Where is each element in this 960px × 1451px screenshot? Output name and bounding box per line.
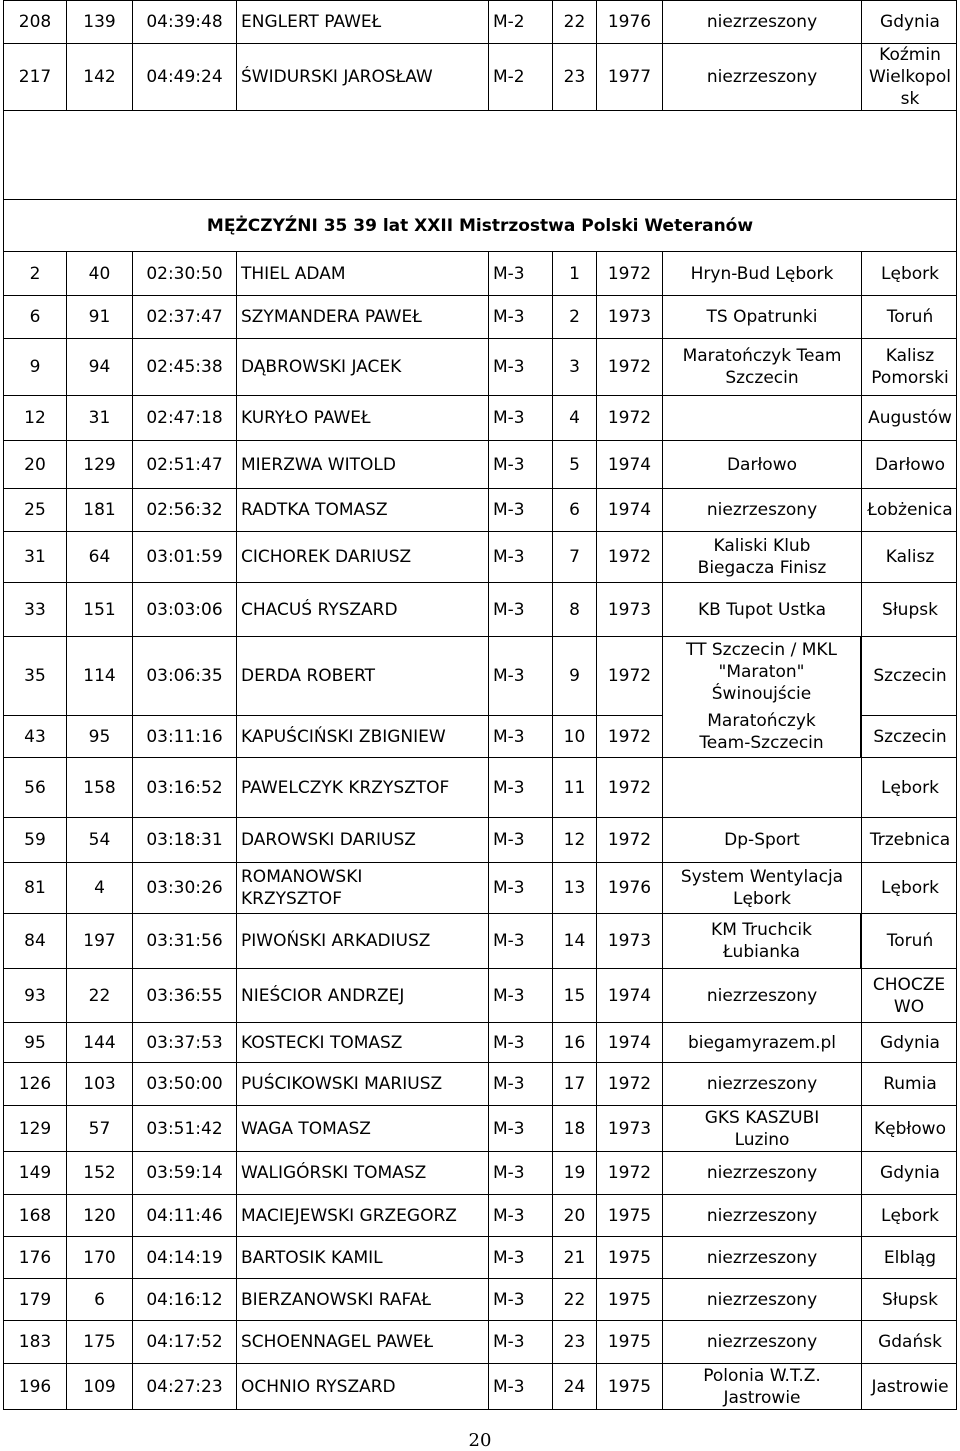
cell-city: Koźmin Wielkopol sk <box>869 45 951 109</box>
cell-cat-place: 11 <box>553 758 597 817</box>
cell-name: RADTKA TOMASZ <box>237 489 489 531</box>
cell-cat-place: 24 <box>553 1364 597 1409</box>
cell-bib: 22 <box>67 969 133 1022</box>
cell-bib: 4 <box>67 863 133 913</box>
cell-category: M-3 <box>489 532 553 582</box>
cell-category: M-3 <box>489 583 553 636</box>
cell-place: 168 <box>4 1195 67 1236</box>
cell-time: 04:14:19 <box>133 1237 237 1278</box>
cell-category: M-3 <box>489 339 553 395</box>
cell-time: 04:49:24 <box>133 44 237 110</box>
cell-bib: 170 <box>67 1237 133 1278</box>
cell-cat-place: 9 <box>553 637 597 715</box>
cell-time: 04:16:12 <box>133 1279 237 1320</box>
cell-place: 95 <box>4 1023 67 1062</box>
cell-year: 1974 <box>597 969 663 1022</box>
cell-year: 1972 <box>597 758 663 817</box>
cell-place: 6 <box>4 296 67 338</box>
cell-name: MACIEJEWSKI GRZEGORZ <box>237 1195 489 1236</box>
cell-year: 1972 <box>597 1152 663 1194</box>
cell-place: 12 <box>4 396 67 440</box>
cell-place: 31 <box>4 532 67 582</box>
cell-club: Dp-Sport <box>663 818 862 862</box>
cell-bib: 129 <box>67 441 133 488</box>
cell-category: M-3 <box>489 1364 553 1409</box>
cell-name: KAPUŚCIŃSKI ZBIGNIEW <box>237 716 489 757</box>
cell-club: niezrzeszony <box>663 1063 862 1105</box>
cell-city: Lębork <box>881 263 939 284</box>
cell-city: Gdynia <box>880 1032 940 1053</box>
cell-category: M-3 <box>489 637 553 715</box>
table-row <box>3 1279 957 1321</box>
cell-time: 03:03:06 <box>133 583 237 636</box>
table-row <box>3 758 957 818</box>
cell-cat-place: 22 <box>553 1 597 43</box>
cell-time: 03:31:56 <box>133 914 237 968</box>
cell-name: DĄBROWSKI JACEK <box>237 339 489 395</box>
cell-club: niezrzeszony <box>663 969 862 1022</box>
cell-cat-place: 18 <box>553 1106 597 1151</box>
cell-cat-place: 15 <box>553 969 597 1022</box>
cell-year: 1972 <box>597 396 663 440</box>
cell-cat-place: 16 <box>553 1023 597 1062</box>
cell-bib: 144 <box>67 1023 133 1062</box>
table-row <box>3 532 957 583</box>
cell-city: Kalisz Pomorski <box>871 346 949 388</box>
cell-category: M-3 <box>489 969 553 1022</box>
cell-time: 03:06:35 <box>133 637 237 715</box>
cell-cat-place: 8 <box>553 583 597 636</box>
cell-club: niezrzeszony <box>663 1321 862 1363</box>
table-row <box>3 969 957 1023</box>
cell-time: 04:11:46 <box>133 1195 237 1236</box>
cell-year: 1972 <box>597 637 663 715</box>
cell-bib: 94 <box>67 339 133 395</box>
cell-name: PUŚCIKOWSKI MARIUSZ <box>237 1063 489 1105</box>
cell-cat-place: 5 <box>553 441 597 488</box>
cell-name: SCHOENNAGEL PAWEŁ <box>237 1321 489 1363</box>
cell-place: 217 <box>4 44 67 110</box>
cell-time: 03:59:14 <box>133 1152 237 1194</box>
cell-category: M-3 <box>489 914 553 968</box>
cell-year: 1974 <box>597 441 663 488</box>
cell-name: CHACUŚ RYSZARD <box>237 583 489 636</box>
cell-name: MIERZWA WITOLD <box>237 441 489 488</box>
cell-category: M-3 <box>489 252 553 295</box>
cell-year: 1977 <box>597 44 663 110</box>
cell-city: Kalisz <box>885 547 935 567</box>
cell-cat-place: 20 <box>553 1195 597 1236</box>
cell-city: Gdańsk <box>878 1332 942 1352</box>
cell-cat-place: 12 <box>553 818 597 862</box>
cell-place: 183 <box>4 1321 67 1363</box>
cell-bib: 31 <box>67 396 133 440</box>
cell-place: 126 <box>4 1063 67 1105</box>
cell-name: DERDA ROBERT <box>237 637 489 715</box>
table-row <box>3 339 957 396</box>
cell-city: Łobżenica <box>867 500 953 520</box>
cell-year: 1975 <box>597 1279 663 1320</box>
cell-year: 1973 <box>597 583 663 636</box>
cell-club: KB Tupot Ustka <box>663 583 862 636</box>
cell-city: Lębork <box>881 777 939 798</box>
cell-place: 149 <box>4 1152 67 1194</box>
table-row <box>3 0 957 44</box>
cell-category: M-3 <box>489 1237 553 1278</box>
cell-club: niezrzeszony <box>663 44 862 110</box>
cell-time: 02:45:38 <box>133 339 237 395</box>
cell-cat-place: 6 <box>553 489 597 531</box>
table-row <box>3 583 957 637</box>
cell-place: 33 <box>4 583 67 636</box>
cell-category: M-3 <box>489 489 553 531</box>
cell-name: ŚWIDURSKI JAROSŁAW <box>237 44 489 110</box>
cell-city: Słupsk <box>882 1289 938 1310</box>
cell-category: M-3 <box>489 1106 553 1151</box>
merged-cell-club: Maratończyk Team-Szczecin <box>662 706 861 758</box>
cell-time: 03:11:16 <box>133 716 237 757</box>
cell-year: 1972 <box>597 339 663 395</box>
merged-cell-club: KM Truchcik Łubianka <box>662 914 861 969</box>
cell-name: DAROWSKI DARIUSZ <box>237 818 489 862</box>
cell-bib: 109 <box>67 1364 133 1409</box>
cell-name: BARTOSIK KAMIL <box>237 1237 489 1278</box>
cell-category: M-3 <box>489 1023 553 1062</box>
cell-year: 1973 <box>597 1106 663 1151</box>
cell-bib: 91 <box>67 296 133 338</box>
cell-time: 03:16:52 <box>133 758 237 817</box>
cell-place: 35 <box>4 637 67 715</box>
cell-year: 1972 <box>597 716 663 757</box>
cell-city: Szczecin <box>873 726 947 747</box>
cell-club: Kaliski Klub Biegacza Finisz <box>663 532 862 582</box>
cell-cat-place: 2 <box>553 296 597 338</box>
cell-club: niezrzeszony <box>663 489 862 531</box>
cell-cat-place: 10 <box>553 716 597 757</box>
cell-bib: 175 <box>67 1321 133 1363</box>
cell-year: 1974 <box>597 1023 663 1062</box>
cell-name: WAGA TOMASZ <box>237 1106 489 1151</box>
cell-name: WALIGÓRSKI TOMASZ <box>237 1152 489 1194</box>
cell-time: 03:51:42 <box>133 1106 237 1151</box>
cell-bib: 151 <box>67 583 133 636</box>
cell-club: niezrzeszony <box>663 1152 862 1194</box>
cell-bib: 197 <box>67 914 133 968</box>
cell-place: 179 <box>4 1279 67 1320</box>
cell-category: M-2 <box>489 44 553 110</box>
cell-time: 04:27:23 <box>133 1364 237 1409</box>
cell-city: Darłowo <box>874 454 946 475</box>
cell-bib: 40 <box>67 252 133 295</box>
cell-bib: 139 <box>67 1 133 43</box>
cell-club: biegamyrazem.pl <box>663 1023 862 1062</box>
table-row <box>3 296 957 339</box>
cell-time: 03:30:26 <box>133 863 237 913</box>
cell-place: 176 <box>4 1237 67 1278</box>
table-row <box>3 252 957 296</box>
cell-club: niezrzeszony <box>663 1279 862 1320</box>
cell-time: 02:47:18 <box>133 396 237 440</box>
cell-year: 1973 <box>597 914 663 968</box>
cell-time: 04:39:48 <box>133 1 237 43</box>
cell-name: OCHNIO RYSZARD <box>237 1364 489 1409</box>
table-row <box>3 44 957 111</box>
table-row <box>3 1106 957 1152</box>
table-row <box>3 818 957 863</box>
cell-place: 9 <box>4 339 67 395</box>
cell-time: 03:50:00 <box>133 1063 237 1105</box>
cell-name: NIEŚCIOR ANDRZEJ <box>237 969 489 1022</box>
cell-cat-place: 19 <box>553 1152 597 1194</box>
cell-club: Darłowo <box>663 441 862 488</box>
table-row <box>3 1237 957 1279</box>
cell-place: 2 <box>4 252 67 295</box>
cell-year: 1972 <box>597 818 663 862</box>
cell-place: 59 <box>4 818 67 862</box>
cell-cat-place: 17 <box>553 1063 597 1105</box>
cell-category: M-3 <box>489 1195 553 1236</box>
cell-bib: 142 <box>67 44 133 110</box>
cell-name: KOSTECKI TOMASZ <box>237 1023 489 1062</box>
cell-name: SZYMANDERA PAWEŁ <box>237 296 489 338</box>
merged-cell-city: CHOCZE WO <box>861 969 957 1023</box>
cell-city: Elbląg <box>883 1247 937 1268</box>
cell-bib: 54 <box>67 818 133 862</box>
table-row <box>3 1321 957 1364</box>
cell-category: M-3 <box>489 1321 553 1363</box>
cell-bib: 158 <box>67 758 133 817</box>
cell-cat-place: 7 <box>553 532 597 582</box>
cell-place: 81 <box>4 863 67 913</box>
cell-city: Augustów <box>868 408 952 428</box>
cell-city: Gdynia <box>880 1163 940 1183</box>
cell-cat-place: 21 <box>553 1237 597 1278</box>
cell-bib: 64 <box>67 532 133 582</box>
cell-year: 1972 <box>597 1063 663 1105</box>
cell-category: M-3 <box>489 818 553 862</box>
cell-name: ENGLERT PAWEŁ <box>237 1 489 43</box>
table-row <box>3 1364 957 1410</box>
cell-cat-place: 14 <box>553 914 597 968</box>
cell-year: 1973 <box>597 296 663 338</box>
cell-year: 1972 <box>597 252 663 295</box>
cell-cat-place: 4 <box>553 396 597 440</box>
table-row <box>3 1063 957 1106</box>
section-header-row <box>3 200 957 252</box>
cell-place: 129 <box>4 1106 67 1151</box>
cell-name: ROMANOWSKI KRZYSZTOF <box>237 863 489 913</box>
cell-name: THIEL ADAM <box>237 252 489 295</box>
cell-city: Lębork <box>881 1205 939 1226</box>
cell-club: GKS KASZUBI Luzino <box>663 1106 862 1151</box>
cell-category: M-3 <box>489 863 553 913</box>
cell-category: M-3 <box>489 1152 553 1194</box>
cell-place: 25 <box>4 489 67 531</box>
cell-time: 02:56:32 <box>133 489 237 531</box>
cell-club: Maratończyk Team Szczecin <box>663 339 862 395</box>
cell-category: M-3 <box>489 716 553 757</box>
cell-time: 02:51:47 <box>133 441 237 488</box>
cell-time: 04:17:52 <box>133 1321 237 1363</box>
cell-city: Kębłowo <box>874 1118 946 1139</box>
table-row <box>3 1152 957 1195</box>
cell-bib: 181 <box>67 489 133 531</box>
cell-place: 84 <box>4 914 67 968</box>
cell-time: 03:37:53 <box>133 1023 237 1062</box>
cell-year: 1974 <box>597 489 663 531</box>
cell-club: Hryn-Bud Lębork <box>663 252 862 295</box>
cell-time: 03:18:31 <box>133 818 237 862</box>
cell-category: M-3 <box>489 441 553 488</box>
cell-city: Toruń <box>886 931 934 951</box>
cell-bib: 103 <box>67 1063 133 1105</box>
table-row <box>3 1023 957 1063</box>
cell-club: System Wentylacja Lębork <box>663 863 862 913</box>
cell-club: niezrzeszony <box>663 1 862 43</box>
cell-bib: 114 <box>67 637 133 715</box>
cell-name: BIERZANOWSKI RAFAŁ <box>237 1279 489 1320</box>
cell-bib: 152 <box>67 1152 133 1194</box>
cell-club: niezrzeszony <box>663 1237 862 1278</box>
cell-name: KURYŁO PAWEŁ <box>237 396 489 440</box>
cell-time: 02:30:50 <box>133 252 237 295</box>
cell-name: PAWELCZYK KRZYSZTOF <box>237 758 489 817</box>
cell-cat-place: 23 <box>553 1321 597 1363</box>
cell-category: M-3 <box>489 1063 553 1105</box>
cell-city: Toruń <box>886 307 934 327</box>
cell-bib: 57 <box>67 1106 133 1151</box>
cell-name: PIWOŃSKI ARKADIUSZ <box>237 914 489 968</box>
cell-year: 1976 <box>597 1 663 43</box>
blank-row <box>3 111 957 200</box>
cell-city: Lębork <box>881 878 939 898</box>
cell-name: CICHOREK DARIUSZ <box>237 532 489 582</box>
cell-place: 56 <box>4 758 67 817</box>
cell-club: TS Opatrunki <box>663 296 862 338</box>
cell-place: 208 <box>4 1 67 43</box>
cell-club: niezrzeszony <box>663 1195 862 1236</box>
cell-cat-place: 23 <box>553 44 597 110</box>
cell-category: M-3 <box>489 396 553 440</box>
cell-category: M-3 <box>489 758 553 817</box>
cell-time: 02:37:47 <box>133 296 237 338</box>
merged-cell-club: TT Szczecin / MKL "Maraton" Świnoujście <box>662 637 861 706</box>
table-row <box>3 396 957 441</box>
cell-bib: 6 <box>67 1279 133 1320</box>
cell-cat-place: 22 <box>553 1279 597 1320</box>
cell-year: 1975 <box>597 1237 663 1278</box>
cell-category: M-2 <box>489 1 553 43</box>
cell-club <box>663 396 862 440</box>
table-row <box>3 1195 957 1237</box>
cell-year: 1975 <box>597 1321 663 1363</box>
cell-time: 03:36:55 <box>133 969 237 1022</box>
table-row <box>3 489 957 532</box>
cell-year: 1975 <box>597 1195 663 1236</box>
cell-place: 93 <box>4 969 67 1022</box>
cell-bib: 120 <box>67 1195 133 1236</box>
cell-cat-place: 13 <box>553 863 597 913</box>
cell-city: Rumia <box>883 1074 937 1094</box>
cell-place: 20 <box>4 441 67 488</box>
table-row <box>3 441 957 489</box>
cell-category: M-3 <box>489 1279 553 1320</box>
table-row <box>3 863 957 914</box>
cell-year: 1975 <box>597 1364 663 1409</box>
cell-city: Słupsk <box>882 599 938 620</box>
page-number: 20 <box>468 1430 492 1451</box>
cell-city: Szczecin <box>873 666 947 686</box>
cell-time: 03:01:59 <box>133 532 237 582</box>
cell-club: Polonia W.T.Z. Jastrowie <box>663 1364 862 1409</box>
cell-cat-place: 1 <box>553 252 597 295</box>
cell-category: M-3 <box>489 296 553 338</box>
section-title: MĘŻCZYŹNI 35 39 lat XXII Mistrzostwa Polski Weteranów <box>206 215 754 236</box>
cell-city: Jastrowie <box>871 1376 949 1397</box>
cell-cat-place: 3 <box>553 339 597 395</box>
cell-city: Gdynia <box>880 12 940 32</box>
cell-year: 1976 <box>597 863 663 913</box>
cell-place: 196 <box>4 1364 67 1409</box>
cell-city: Trzebnica <box>869 830 951 850</box>
cell-club <box>663 758 862 817</box>
cell-year: 1972 <box>597 532 663 582</box>
cell-bib: 95 <box>67 716 133 757</box>
cell-place: 43 <box>4 716 67 757</box>
